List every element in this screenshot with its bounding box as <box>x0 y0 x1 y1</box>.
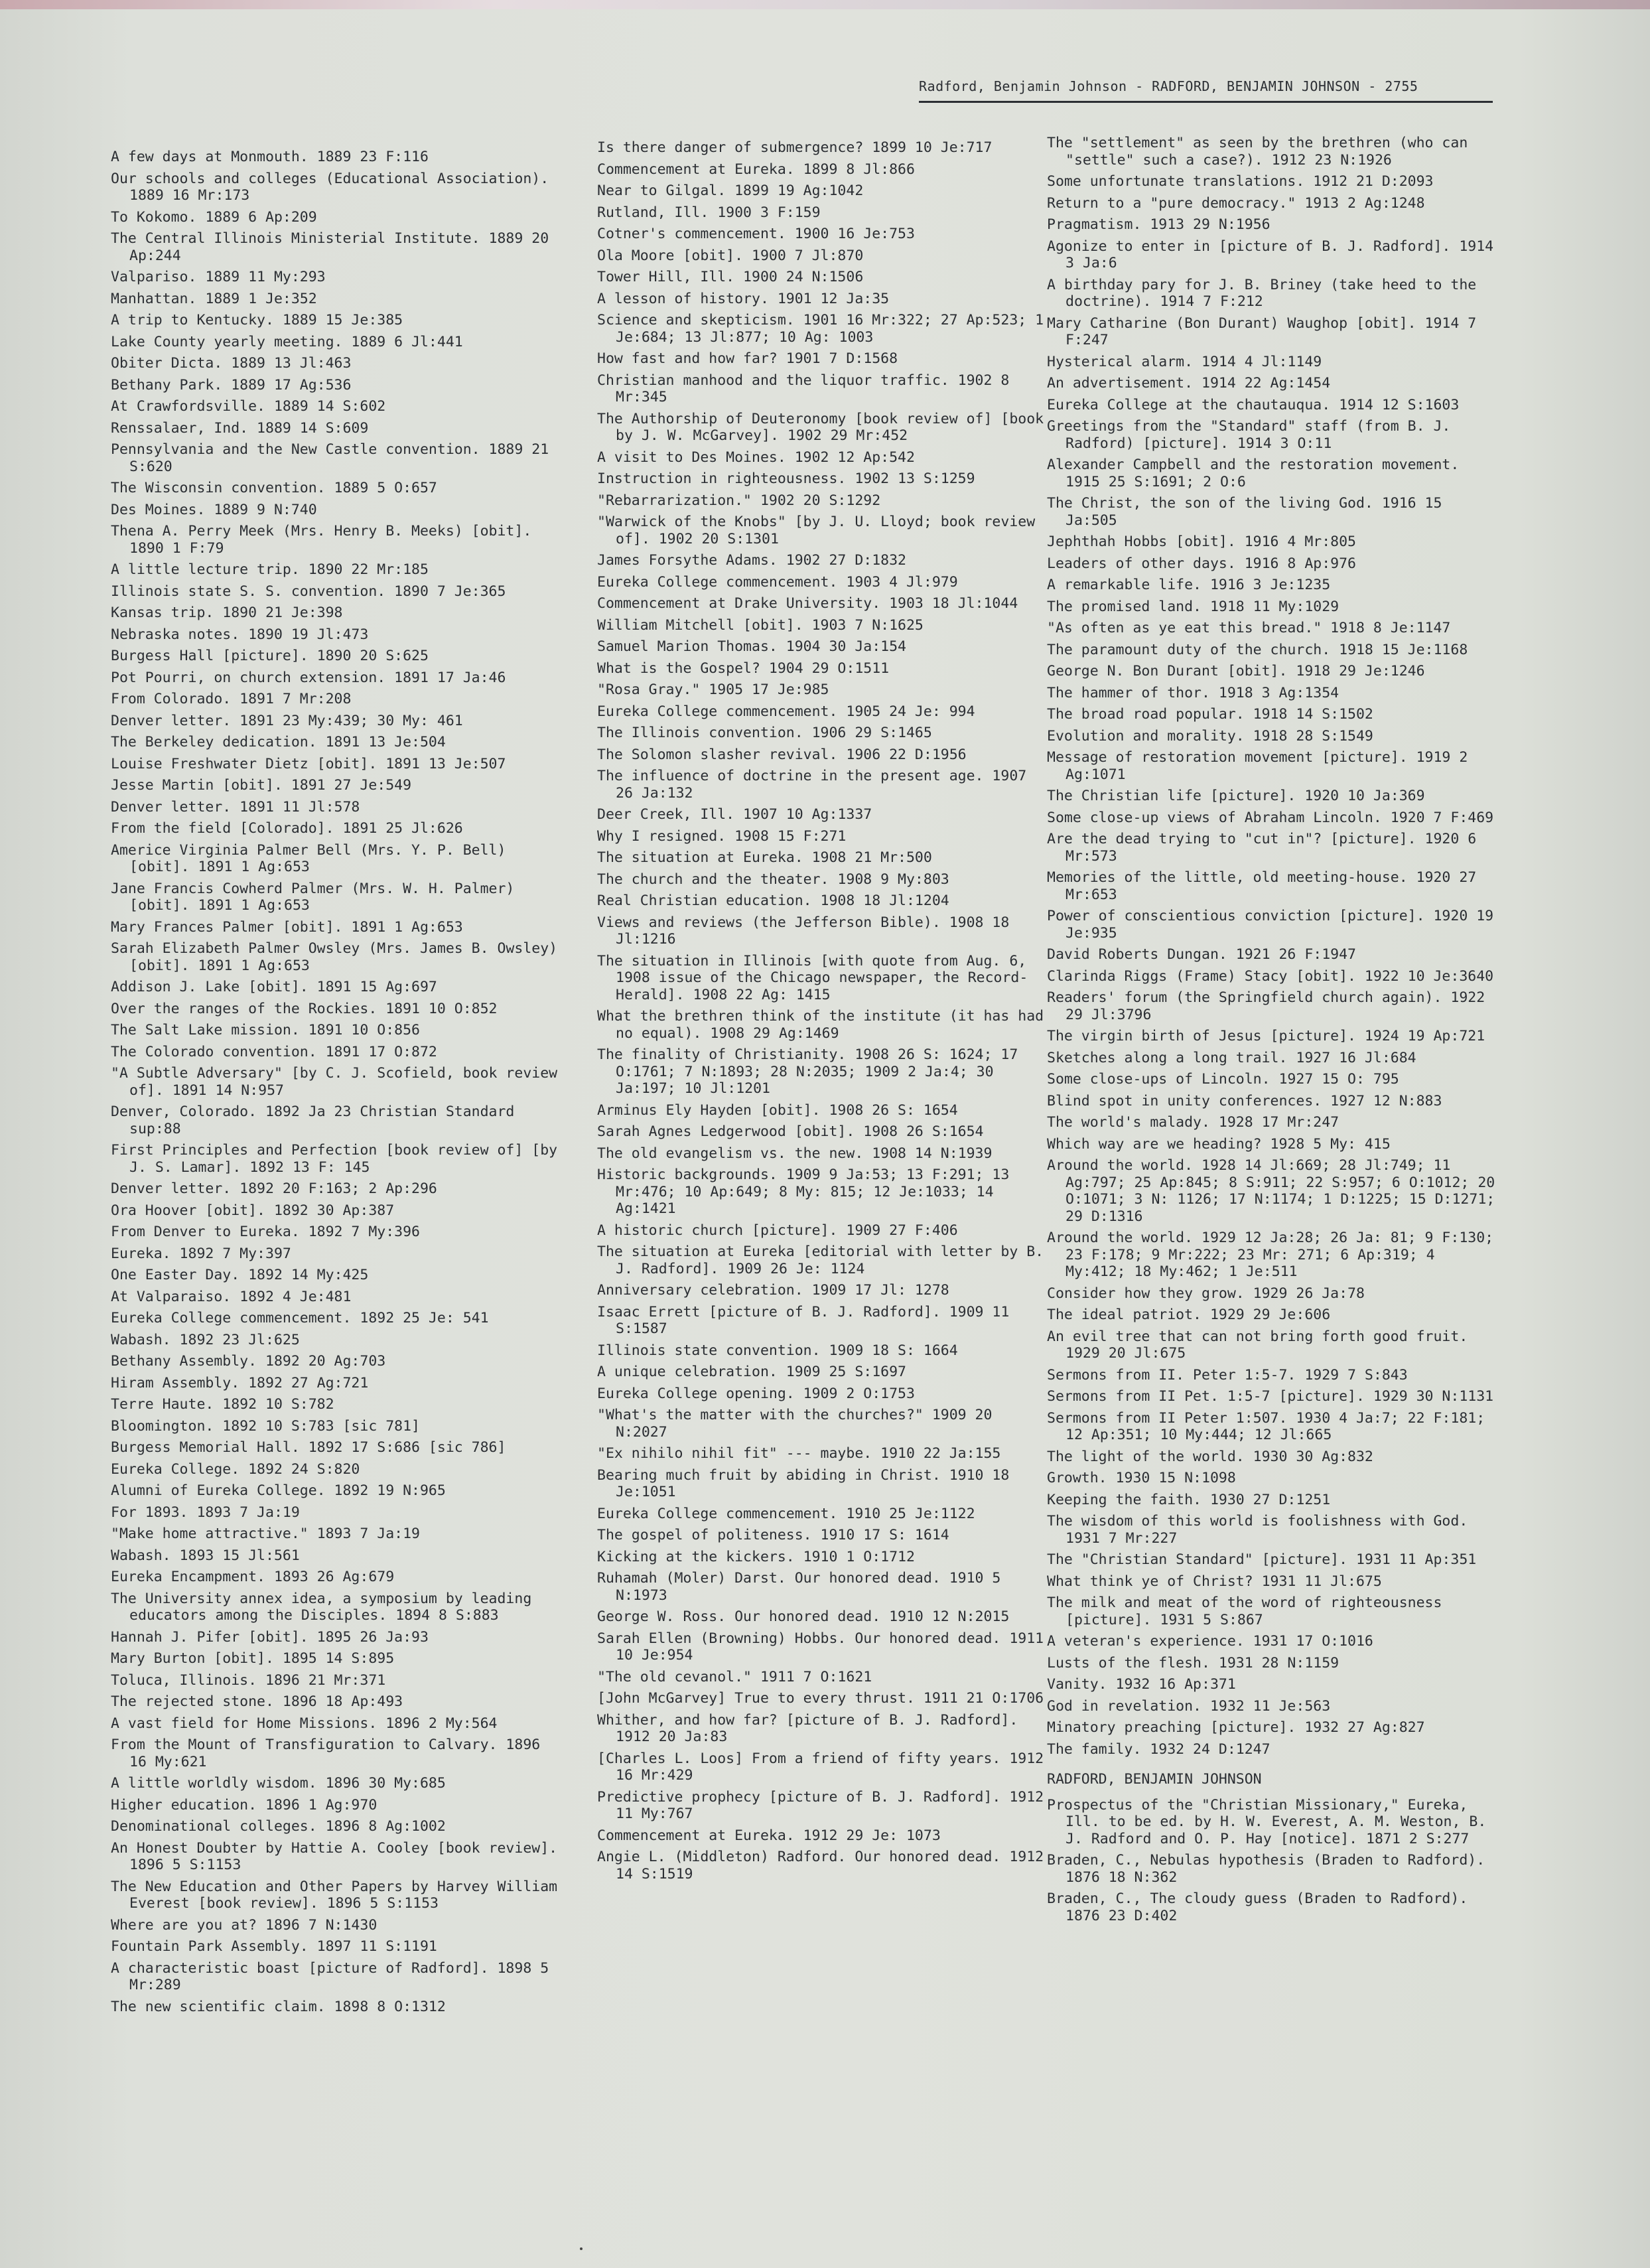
index-entry: Arminus Ely Hayden [obit]. 1908 26 S: 1654 <box>597 1101 958 1119</box>
index-entry: Higher education. 1896 1 Ag:970 <box>111 1796 378 1813</box>
index-entry: Predictive prophecy [picture of B. J. Radford]. 1912 11 My:767 <box>597 1788 1044 1822</box>
index-entry: Sermons from II. Peter 1:5-7. 1929 7 S:843 <box>1047 1366 1408 1383</box>
index-entry: Sarah Ellen (Browning) Hobbs. Our honored dead. 1911 10 Je:954 <box>597 1630 1044 1664</box>
subsection-heading: RADFORD, BENJAMIN JOHNSON <box>1047 1771 1262 1788</box>
index-entry: Is there danger of submergence? 1899 10 Je:717 <box>597 139 993 156</box>
index-entry: Obiter Dicta. 1889 13 Jl:463 <box>111 355 352 372</box>
index-entry: Instruction in righteousness. 1902 13 S:1259 <box>597 470 975 487</box>
index-entry: Near to Gilgal. 1899 19 Ag:1042 <box>597 182 864 199</box>
index-entry: Eureka College commencement. 1910 25 Je:1122 <box>597 1505 975 1522</box>
index-entry: An Honest Doubter by Hattie A. Cooley [book review]. 1896 5 S:1153 <box>111 1839 558 1873</box>
index-entry: Denver letter. 1892 20 F:163; 2 Ap:296 <box>111 1180 437 1197</box>
index-entry: Sketches along a long trail. 1927 16 Jl:684 <box>1047 1049 1416 1066</box>
index-entry: The milk and meat of the word of righteousness [picture]. 1931 5 S:867 <box>1047 1595 1442 1628</box>
index-entry: Ruhamah (Moler) Darst. Our honored dead. 1910 5 N:1973 <box>597 1570 1001 1604</box>
index-entry: The new scientific claim. 1898 8 O:1312 <box>111 1998 446 2015</box>
index-entry: Eureka College commencement. 1905 24 Je: 994 <box>597 703 975 720</box>
index-entry: Mary Burton [obit]. 1895 14 S:895 <box>111 1650 395 1667</box>
index-entry: Eureka. 1892 7 My:397 <box>111 1245 291 1262</box>
index-entry: An evil tree that can not bring forth good fruit. 1929 20 Jl:675 <box>1047 1328 1468 1362</box>
index-entry: What is the Gospel? 1904 29 O:1511 <box>597 660 890 677</box>
index-entry: For 1893. 1893 7 Ja:19 <box>111 1504 300 1521</box>
index-entry: A unique celebration. 1909 25 S:1697 <box>597 1364 906 1380</box>
index-entry: Jane Francis Cowherd Palmer (Mrs. W. H. Palmer) [obit]. 1891 1 Ag:653 <box>111 880 515 914</box>
index-entry: Sermons from II Peter 1:507. 1930 4 Ja:7; 22 F:181; 12 Ap:351; 10 My:444; 12 Jl:665 <box>1047 1409 1485 1443</box>
index-column-3 <box>1047 135 1498 1929</box>
index-entry: Sarah Elizabeth Palmer Owsley (Mrs. James B. Owsley) [obit]. 1891 1 Ag:653 <box>111 940 558 974</box>
index-entry: Kansas trip. 1890 21 Je:398 <box>111 604 343 621</box>
index-entry: The finality of Christianity. 1908 26 S: 1624; 17 O:1761; 7 N:1893; 28 N:2035; 1909 2 Ja:4; 30 Ja:197; 10 Jl:1201 <box>597 1046 1018 1097</box>
index-entry: Alumni of Eureka College. 1892 19 N:965 <box>111 1482 446 1499</box>
index-entry: From the field [Colorado]. 1891 25 Jl:626 <box>111 820 463 837</box>
index-entry: The virgin birth of Jesus [picture]. 1924 19 Ap:721 <box>1047 1028 1485 1044</box>
index-entry: "Make home attractive." 1893 7 Ja:19 <box>111 1525 420 1542</box>
index-entry: Readers' forum (the Springfield church again). 1922 29 Jl:3796 <box>1047 989 1485 1023</box>
index-entry: Around the world. 1928 14 Jl:669; 28 Jl:749; 11 Ag:797; 25 Ap:845; 8 S:911; 22 S:957; 6 O:1012; 20 O:1071; 3 N: 1126; 17 N:1174; 1 D:1225; 15 D:1271; 29 D:1316 <box>1047 1157 1495 1225</box>
index-entry: "Ex nihilo nihil fit" --- maybe. 1910 22 Ja:155 <box>597 1445 1001 1462</box>
index-entry: Valpariso. 1889 11 My:293 <box>111 269 326 285</box>
index-entry: Consider how they grow. 1929 26 Ja:78 <box>1047 1285 1365 1302</box>
index-entry: A little worldly wisdom. 1896 30 My:685 <box>111 1775 446 1792</box>
index-entry: A trip to Kentucky. 1889 15 Je:385 <box>111 312 403 328</box>
index-entry: Denver, Colorado. 1892 Ja 23 Christian Standard sup:88 <box>111 1103 515 1137</box>
index-entry: Keeping the faith. 1930 27 D:1251 <box>1047 1491 1331 1508</box>
index-entry: Sermons from II Pet. 1:5-7 [picture]. 1929 30 N:1131 <box>1047 1388 1494 1405</box>
index-entry: Evolution and morality. 1918 28 S:1549 <box>1047 727 1373 744</box>
index-entry: Prospectus of the "Christian Missionary," Eureka, Ill. to be ed. by H. W. Everest, A. M. Weston, B. J. Radford and O. P. Hay [notice]. 1871 2 S:277 <box>1047 1796 1487 1847</box>
index-entry: A veteran's experience. 1931 17 O:1016 <box>1047 1633 1373 1650</box>
index-entry: First Principles and Perfection [book review of] [by J. S. Lamar]. 1892 13 F: 145 <box>111 1142 558 1176</box>
index-entry: The New Education and Other Papers by Harvey William Everest [book review]. 1896 5 S:1153 <box>111 1878 558 1912</box>
index-entry: "As often as ye eat this bread." 1918 8 Je:1147 <box>1047 620 1451 636</box>
index-entry: Some close-up views of Abraham Lincoln. 1920 7 F:469 <box>1047 809 1494 826</box>
index-entry: James Forsythe Adams. 1902 27 D:1832 <box>597 552 906 569</box>
index-entry: Braden, C., Nebulas hypothesis (Braden to Radford). 1876 18 N:362 <box>1047 1852 1485 1886</box>
index-entry: Where are you at? 1896 7 N:1430 <box>111 1916 378 1934</box>
index-entry: Eureka College. 1892 24 S:820 <box>111 1460 360 1478</box>
index-entry: Real Christian education. 1908 18 Jl:1204 <box>597 892 949 909</box>
index-entry: Deer Creek, Ill. 1907 10 Ag:1337 <box>597 806 872 823</box>
index-entry: Our schools and colleges (Educational Association). 1889 16 Mr:173 <box>111 170 549 204</box>
index-entry: Whither, and how far? [picture of B. J. Radford]. 1912 20 Ja:83 <box>597 1711 1018 1745</box>
running-header-text: Radford, Benjamin Johnson - RADFORD, BENJAMIN JOHNSON - 2755 <box>919 78 1418 94</box>
index-entry: The world's malady. 1928 17 Mr:247 <box>1047 1114 1340 1131</box>
index-entry: The situation at Eureka [editorial with letter by B. J. Radford]. 1909 26 Je: 1124 <box>597 1243 1044 1277</box>
index-entry: Agonize to enter in [picture of B. J. Radford]. 1914 3 Ja:6 <box>1047 238 1494 271</box>
index-entry: Vanity. 1932 16 Ap:371 <box>1047 1676 1236 1693</box>
running-header <box>919 78 1493 109</box>
index-entry: "Warwick of the Knobs" [by J. U. Lloyd; book review of]. 1902 20 S:1301 <box>597 514 1036 547</box>
index-entry: The situation at Eureka. 1908 21 Mr:500 <box>597 849 932 866</box>
index-entry: Clarinda Riggs (Frame) Stacy [obit]. 1922 10 Je:3640 <box>1047 967 1494 985</box>
index-entry: A remarkable life. 1916 3 Je:1235 <box>1047 577 1331 593</box>
index-column-2 <box>597 139 1048 1887</box>
index-entry: Rutland, Ill. 1900 3 F:159 <box>597 204 821 221</box>
index-entry: Greetings from the "Standard" staff (from B. J. Radford) [picture]. 1914 3 O:11 <box>1047 418 1451 452</box>
index-entry: [Charles L. Loos] From a friend of fifty years. 1912 16 Mr:429 <box>597 1750 1044 1784</box>
index-entry: Pot Pourri, on church extension. 1891 17 Ja:46 <box>111 669 506 686</box>
index-entry: The situation in Illinois [with quote from Aug. 6, 1908 issue of the Chicago newspaper, the Record-Herald]. 1908 22 Ag: 1415 <box>597 952 1028 1003</box>
index-entry: Americe Virginia Palmer Bell (Mrs. Y. P. Bell) [obit]. 1891 1 Ag:653 <box>111 841 506 875</box>
index-entry: The family. 1932 24 D:1247 <box>1047 1740 1271 1758</box>
index-entry: Fountain Park Assembly. 1897 11 S:1191 <box>111 1938 437 1955</box>
index-entry: Toluca, Illinois. 1896 21 Mr:371 <box>111 1671 386 1689</box>
index-entry: A few days at Monmouth. 1889 23 F:116 <box>111 149 429 165</box>
index-entry: Hiram Assembly. 1892 27 Ag:721 <box>111 1374 369 1391</box>
header-rule <box>919 101 1493 103</box>
index-entry: Commencement at Eureka. 1899 8 Jl:866 <box>597 161 915 178</box>
index-entry: Anniversary celebration. 1909 17 Jl: 1278 <box>597 1282 949 1299</box>
index-entry: To Kokomo. 1889 6 Ap:209 <box>111 208 317 226</box>
index-entry: Some unfortunate translations. 1912 21 D:2093 <box>1047 173 1434 190</box>
index-entry: "Rebarrarization." 1902 20 S:1292 <box>597 492 881 509</box>
index-entry: Some close-ups of Lincoln. 1927 15 O: 795 <box>1047 1071 1399 1088</box>
index-entry: Power of conscientious conviction [picture]. 1920 19 Je:935 <box>1047 908 1494 942</box>
index-entry: "A Subtle Adversary" [by C. J. Scofield, book review of]. 1891 14 N:957 <box>111 1065 558 1099</box>
index-entry: Return to a "pure democracy." 1913 2 Ag:1248 <box>1047 194 1425 212</box>
index-entry: The influence of doctrine in the present age. 1907 26 Ja:132 <box>597 768 1027 802</box>
index-entry: Eureka College at the chautauqua. 1914 12 S:1603 <box>1047 396 1460 413</box>
index-entry: From the Mount of Transfiguration to Calvary. 1896 16 My:621 <box>111 1736 541 1770</box>
index-entry: Eureka College opening. 1909 2 O:1753 <box>597 1385 915 1402</box>
index-entry: Ora Hoover [obit]. 1892 30 Ap:387 <box>111 1202 395 1219</box>
index-entry: Burgess Hall [picture]. 1890 20 S:625 <box>111 648 429 664</box>
index-column-1 <box>111 149 562 2020</box>
index-entry: An advertisement. 1914 22 Ag:1454 <box>1047 375 1331 391</box>
index-entry: A little lecture trip. 1890 22 Mr:185 <box>111 561 429 578</box>
index-entry: Bethany Assembly. 1892 20 Ag:703 <box>111 1353 386 1370</box>
index-entry: Eureka College commencement. 1892 25 Je: 541 <box>111 1310 489 1326</box>
index-entry: Why I resigned. 1908 15 F:271 <box>597 827 847 845</box>
index-entry: Are the dead trying to "cut in"? [picture]. 1920 6 Mr:573 <box>1047 831 1477 865</box>
index-entry: Message of restoration movement [picture]. 1919 2 Ag:1071 <box>1047 749 1468 783</box>
index-entry: Hannah J. Pifer [obit]. 1895 26 Ja:93 <box>111 1628 429 1646</box>
index-entry: Which way are we heading? 1928 5 My: 415 <box>1047 1135 1391 1153</box>
index-entry: Bethany Park. 1889 17 Ag:536 <box>111 376 352 393</box>
index-entry: Christian manhood and the liquor traffic. 1902 8 Mr:345 <box>597 372 1010 405</box>
index-entry: Jesse Martin [obit]. 1891 27 Je:549 <box>111 777 412 794</box>
index-entry: Lusts of the flesh. 1931 28 N:1159 <box>1047 1654 1340 1671</box>
index-entry: Illinois state convention. 1909 18 S: 1664 <box>597 1342 958 1359</box>
index-entry: The Wisconsin convention. 1889 5 O:657 <box>111 480 437 496</box>
index-entry: William Mitchell [obit]. 1903 7 N:1625 <box>597 616 924 634</box>
index-entry: At Crawfordsville. 1889 14 S:602 <box>111 398 386 415</box>
index-entry: Louise Freshwater Dietz [obit]. 1891 13 Je:507 <box>111 755 506 772</box>
index-entry: Sarah Agnes Ledgerwood [obit]. 1908 26 S:1654 <box>597 1123 984 1140</box>
index-entry: Denver letter. 1891 11 Jl:578 <box>111 798 360 815</box>
index-entry: Lake County yearly meeting. 1889 6 Jl:441 <box>111 333 463 350</box>
index-entry: The University annex idea, a symposium by leading educators among the Disciples. 1894 8 S:883 <box>111 1590 532 1624</box>
index-entry: At Valparaiso. 1892 4 Je:481 <box>111 1288 352 1305</box>
index-entry: A lesson of history. 1901 12 Ja:35 <box>597 290 890 307</box>
index-entry: Eureka Encampment. 1893 26 Ag:679 <box>111 1569 395 1585</box>
index-entry: Denver letter. 1891 23 My:439; 30 My: 461 <box>111 712 463 729</box>
index-entry: The broad road popular. 1918 14 S:1502 <box>1047 706 1373 723</box>
index-entry: Cotner's commencement. 1900 16 Je:753 <box>597 226 915 242</box>
index-entry: Leaders of other days. 1916 8 Ap:976 <box>1047 555 1356 572</box>
index-entry: Manhattan. 1889 1 Je:352 <box>111 290 317 307</box>
index-entry: Wabash. 1892 23 Jl:625 <box>111 1331 300 1348</box>
index-entry: The rejected stone. 1896 18 Ap:493 <box>111 1693 403 1710</box>
index-entry: Mary Catharine (Bon Durant) Waughop [obit]. 1914 7 F:247 <box>1047 315 1477 348</box>
index-entry: Angie L. (Middleton) Radford. Our honored dead. 1912 14 S:1519 <box>597 1849 1044 1882</box>
index-entry: From Colorado. 1891 7 Mr:208 <box>111 691 352 707</box>
index-entry: The Christian life [picture]. 1920 10 Ja:369 <box>1047 788 1425 804</box>
index-entry: Braden, C., The cloudy guess (Braden to Radford). 1876 23 D:402 <box>1047 1890 1468 1924</box>
index-entry: From Denver to Eureka. 1892 7 My:396 <box>111 1224 420 1240</box>
index-entry: Memories of the little, old meeting-house. 1920 27 Mr:653 <box>1047 869 1477 903</box>
index-entry: "What's the matter with the churches?" 1909 20 N:2027 <box>597 1407 993 1441</box>
index-entry: What think ye of Christ? 1931 11 Jl:675 <box>1047 1573 1382 1590</box>
index-entry: Blind spot in unity conferences. 1927 12 N:883 <box>1047 1092 1442 1109</box>
index-entry: Commencement at Drake University. 1903 18 Jl:1044 <box>597 595 1018 612</box>
index-entry: What the brethren think of the institute (it has had no equal). 1908 29 Ag:1469 <box>597 1008 1044 1042</box>
index-entry: Renssalaer, Ind. 1889 14 S:609 <box>111 419 369 437</box>
index-entry: Over the ranges of the Rockies. 1891 10 O:852 <box>111 1000 498 1017</box>
scan-speck <box>580 2247 583 2250</box>
index-entry: The Berkeley dedication. 1891 13 Je:504 <box>111 734 446 750</box>
index-entry: Jephthah Hobbs [obit]. 1916 4 Mr:805 <box>1047 533 1356 550</box>
index-entry: One Easter Day. 1892 14 My:425 <box>111 1267 369 1283</box>
index-entry: Addison J. Lake [obit]. 1891 15 Ag:697 <box>111 979 437 995</box>
index-entry: The Colorado convention. 1891 17 O:872 <box>111 1043 437 1060</box>
index-entry: Bloomington. 1892 10 S:783 [sic 781] <box>111 1417 420 1435</box>
index-entry: Pragmatism. 1913 29 N:1956 <box>1047 216 1271 233</box>
index-entry: The church and the theater. 1908 9 My:803 <box>597 871 949 888</box>
index-entry: "Rosa Gray." 1905 17 Je:985 <box>597 681 829 698</box>
index-entry: Science and skepticism. 1901 16 Mr:322; 27 Ap:523; 1 Je:684; 13 Jl:877; 10 Ag: 1003 <box>597 312 1044 346</box>
index-entry: Pennsylvania and the New Castle convention. 1889 21 S:620 <box>111 441 549 475</box>
index-entry: Mary Frances Palmer [obit]. 1891 1 Ag:653 <box>111 918 463 936</box>
index-entry: A visit to Des Moines. 1902 12 Ap:542 <box>597 449 915 466</box>
index-entry: The light of the world. 1930 30 Ag:832 <box>1047 1448 1373 1465</box>
index-entry: A birthday pary for J. B. Briney (take heed to the doctrine). 1914 7 F:212 <box>1047 276 1477 310</box>
index-entry: A characteristic boast [picture of Radford]. 1898 5 Mr:289 <box>111 1959 549 1993</box>
index-entry: The old evangelism vs. the new. 1908 14 N:1939 <box>597 1145 993 1162</box>
index-entry: Eureka College commencement. 1903 4 Jl:979 <box>597 573 958 591</box>
index-entry: A historic church [picture]. 1909 27 F:406 <box>597 1222 958 1239</box>
index-entry: The Salt Lake mission. 1891 10 O:856 <box>111 1022 420 1038</box>
index-entry: The ideal patriot. 1929 29 Je:606 <box>1047 1307 1331 1323</box>
index-entry: Historic backgrounds. 1909 9 Ja:53; 13 F:291; 13 Mr:476; 10 Ap:649; 8 My: 815; 12 Je:1033; 14 Ag:1421 <box>597 1167 1010 1217</box>
index-entry: How fast and how far? 1901 7 D:1568 <box>597 350 898 367</box>
index-entry: The Solomon slasher revival. 1906 22 D:1956 <box>597 746 967 763</box>
index-entry: Growth. 1930 15 N:1098 <box>1047 1470 1236 1486</box>
index-entry: The paramount duty of the church. 1918 15 Je:1168 <box>1047 641 1468 658</box>
index-entry: Burgess Memorial Hall. 1892 17 S:686 [sic 786] <box>111 1439 506 1456</box>
index-entry: Des Moines. 1889 9 N:740 <box>111 501 317 518</box>
index-entry: Ola Moore [obit]. 1900 7 Jl:870 <box>597 247 864 264</box>
index-entry: The gospel of politeness. 1910 17 S: 1614 <box>597 1527 949 1543</box>
index-entry: Samuel Marion Thomas. 1904 30 Ja:154 <box>597 638 906 655</box>
index-entry: Kicking at the kickers. 1910 1 O:1712 <box>597 1548 915 1565</box>
index-entry: The promised land. 1918 11 My:1029 <box>1047 598 1340 615</box>
index-entry: The wisdom of this world is foolishness with God. 1931 7 Mr:227 <box>1047 1513 1468 1547</box>
index-entry: Around the world. 1929 12 Ja:28; 26 Ja: 81; 9 F:130; 23 F:178; 9 Mr:222; 23 Mr: 271; 6 Ap:319; 4 My:412; 18 My:462; 1 Je:511 <box>1047 1230 1494 1280</box>
column-3-entries <box>1047 135 1498 1758</box>
index-entry: The Illinois convention. 1906 29 S:1465 <box>597 725 932 741</box>
index-entry: The Christ, the son of the living God. 1916 15 Ja:505 <box>1047 495 1442 529</box>
index-entry: Hysterical alarm. 1914 4 Jl:1149 <box>1047 353 1322 370</box>
index-entry: The hammer of thor. 1918 3 Ag:1354 <box>1047 684 1340 701</box>
index-entry: The Central Illinois Ministerial Institute. 1889 20 Ap:244 <box>111 230 549 264</box>
index-entry: Thena A. Perry Meek (Mrs. Henry B. Meeks) [obit]. 1890 1 F:79 <box>111 523 532 557</box>
scan-edge <box>0 0 1650 9</box>
index-entry: "The old cevanol." 1911 7 O:1621 <box>597 1668 872 1685</box>
index-entry: Nebraska notes. 1890 19 Jl:473 <box>111 626 369 643</box>
index-entry: [John McGarvey] True to every thrust. 1911 21 O:1706 <box>597 1690 1044 1707</box>
index-entry: Isaac Errett [picture of B. J. Radford]. 1909 11 S:1587 <box>597 1303 1010 1337</box>
index-entry: Commencement at Eureka. 1912 29 Je: 1073 <box>597 1827 941 1844</box>
index-entry: The Authorship of Deuteronomy [book review of] [book by J. W. McGarvey]. 1902 29 Mr:452 <box>597 410 1044 444</box>
index-entry: A vast field for Home Missions. 1896 2 My:564 <box>111 1715 498 1732</box>
index-entry: Tower Hill, Ill. 1900 24 N:1506 <box>597 269 864 285</box>
subsection-entries <box>1047 1797 1498 1925</box>
index-entry: Denominational colleges. 1896 8 Ag:1002 <box>111 1818 446 1835</box>
index-entry: Terre Haute. 1892 10 S:782 <box>111 1396 334 1413</box>
index-entry: David Roberts Dungan. 1921 26 F:1947 <box>1047 946 1356 963</box>
index-entry: God in revelation. 1932 11 Je:563 <box>1047 1697 1331 1715</box>
index-entry: George N. Bon Durant [obit]. 1918 29 Je:1246 <box>1047 663 1425 679</box>
index-entry: George W. Ross. Our honored dead. 1910 12 N:2015 <box>597 1608 1010 1625</box>
index-entry: Bearing much fruit by abiding in Christ. 1910 18 Je:1051 <box>597 1466 1010 1500</box>
index-entry: Wabash. 1893 15 Jl:561 <box>111 1547 300 1564</box>
index-entry: Minatory preaching [picture]. 1932 27 Ag:827 <box>1047 1719 1425 1736</box>
index-entry: The "Christian Standard" [picture]. 1931 11 Ap:351 <box>1047 1551 1477 1568</box>
index-entry: The "settlement" as seen by the brethren (who can "settle" such a case?). 1912 23 N:1926 <box>1047 135 1468 169</box>
index-entry: Alexander Campbell and the restoration movement. 1915 25 S:1691; 2 O:6 <box>1047 457 1460 490</box>
index-entry: Views and reviews (the Jefferson Bible). 1908 18 Jl:1216 <box>597 914 1010 948</box>
index-entry: Illinois state S. S. convention. 1890 7 Je:365 <box>111 583 506 600</box>
